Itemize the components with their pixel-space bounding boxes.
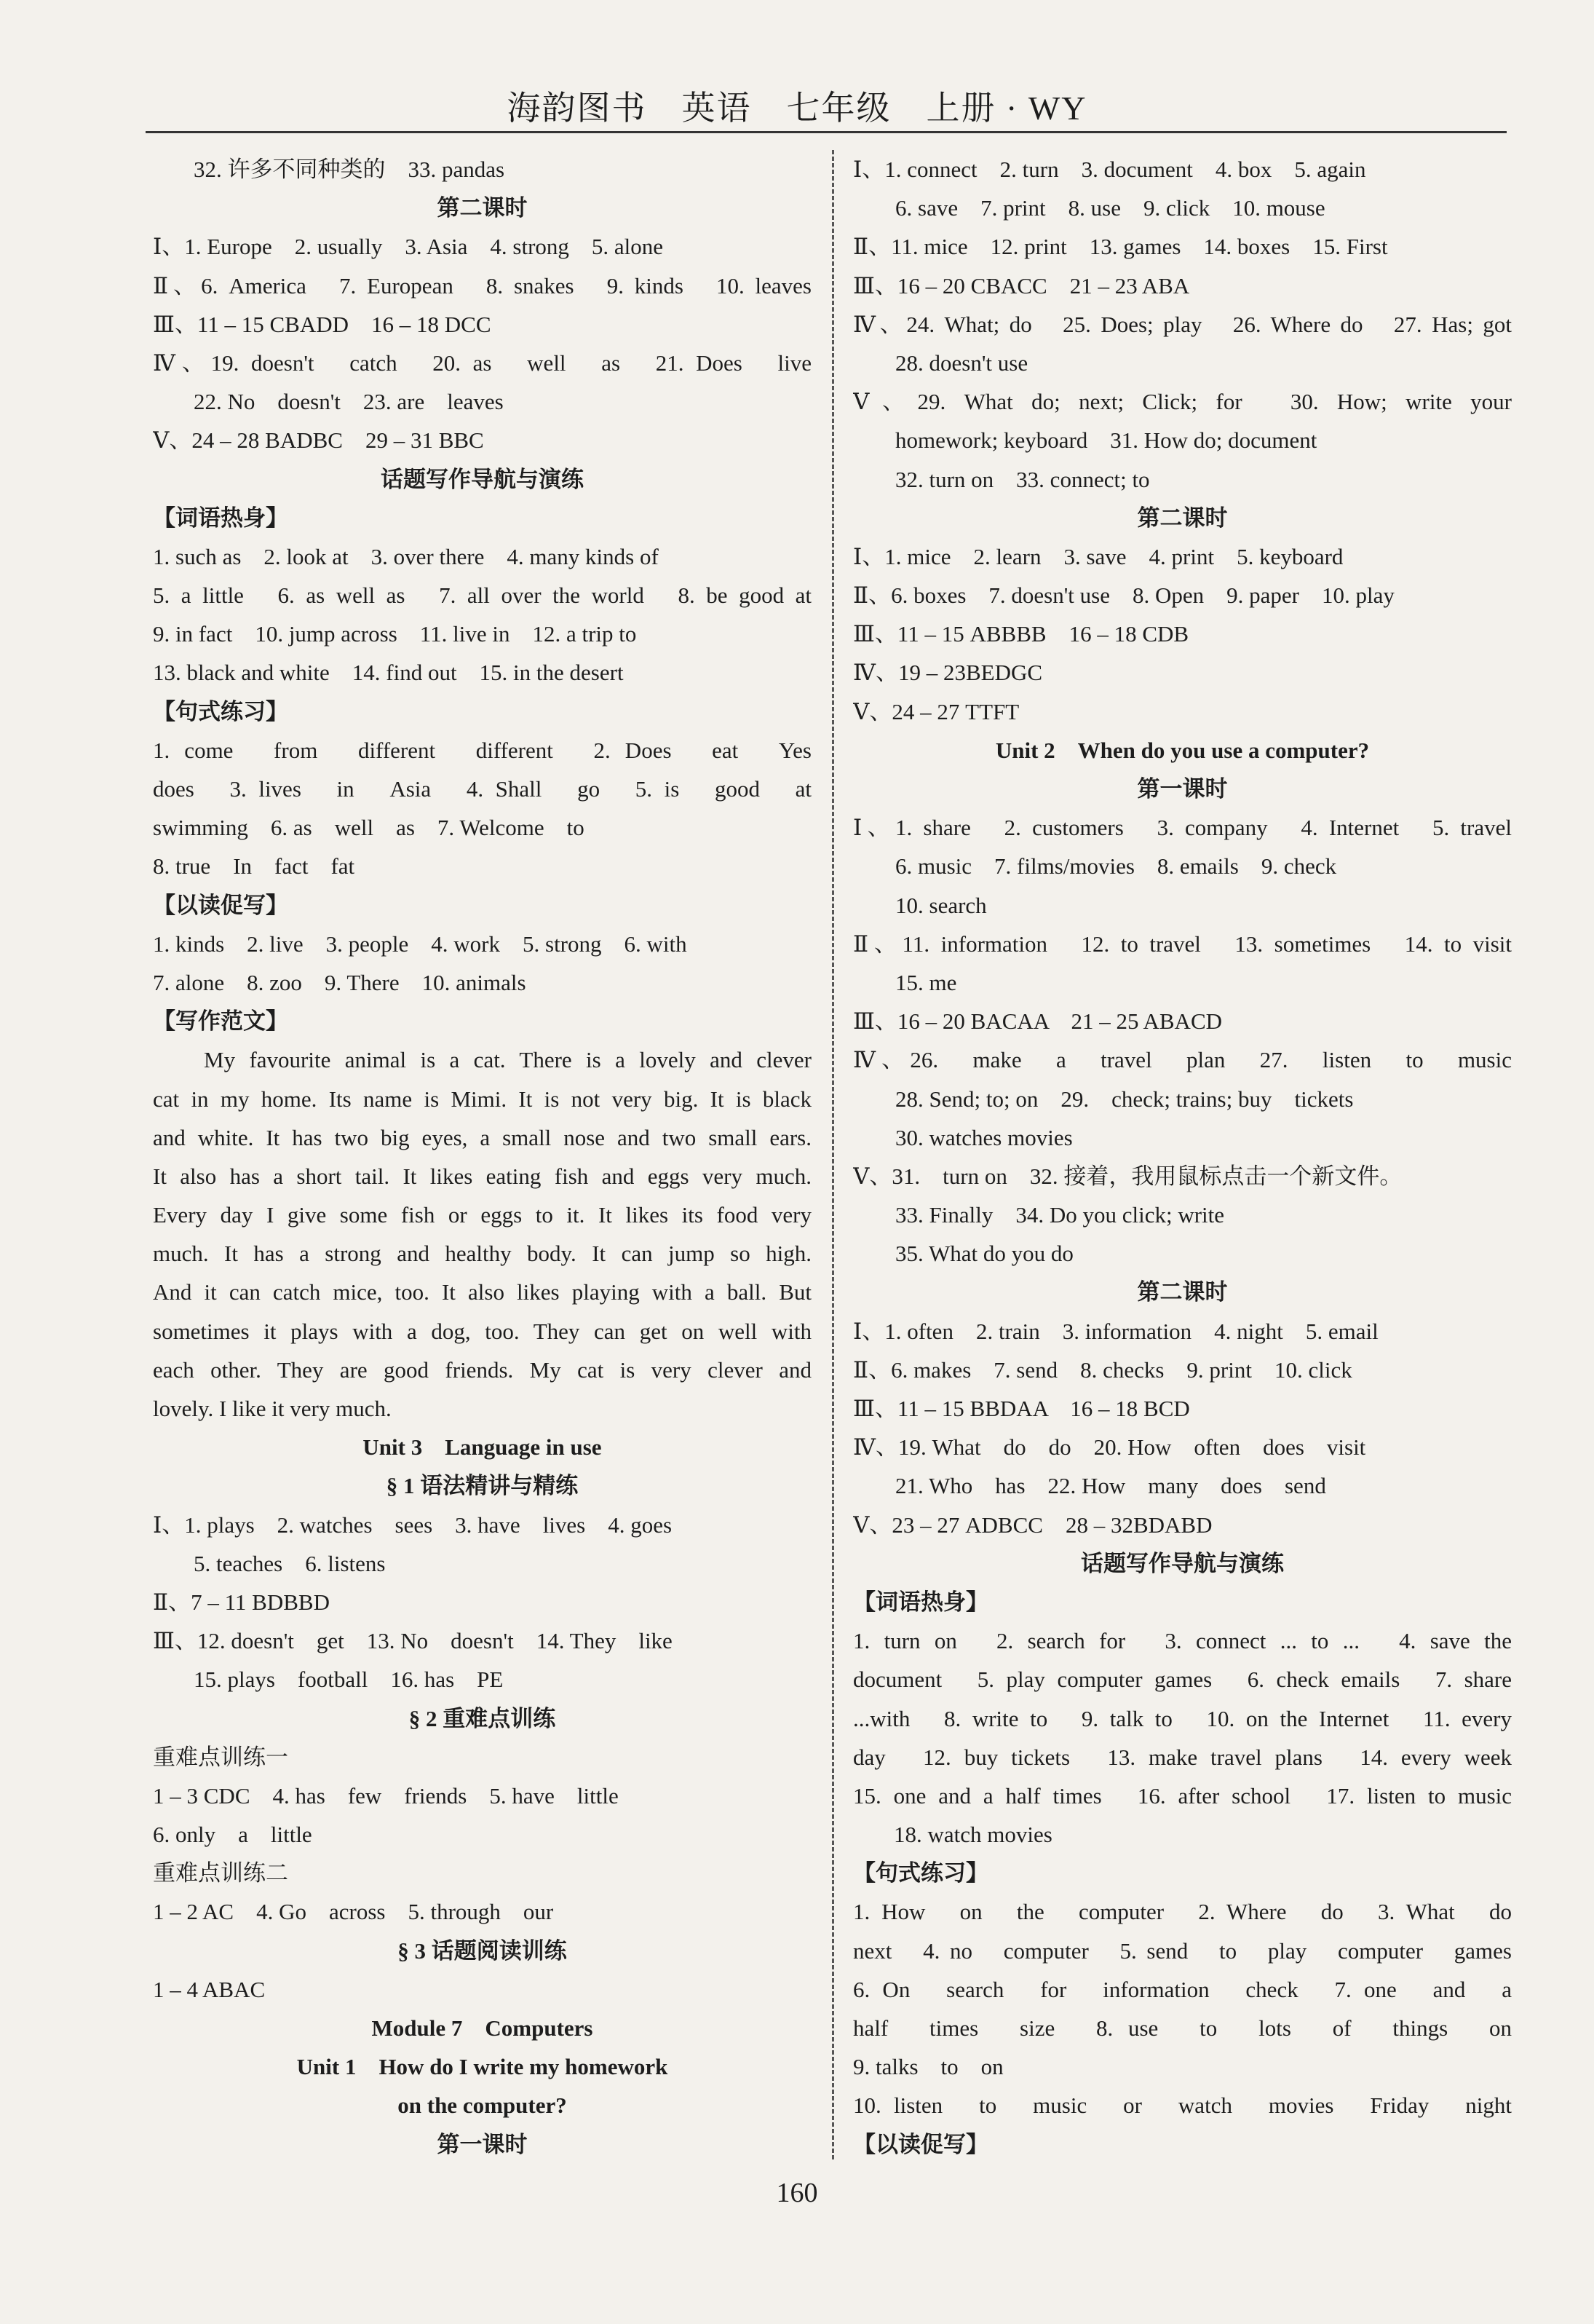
answer-line: Ⅴ、24 – 28 BADBC 29 – 31 BBC (153, 427, 484, 454)
answer-line: Ⅰ、1. often 2. train 3. information 4. night 5. email (853, 1318, 1379, 1344)
answer-line: 9. in fact 10. jump across 11. live in 12. a trip to (153, 621, 637, 647)
essay-line: and white. It has two big eyes, a small nose and two small ears. (153, 1124, 812, 1150)
answer-line: 18. watch movies (894, 1822, 1052, 1848)
section-heading: 第一课时 (437, 2131, 528, 2157)
answer-line: next 4. no computer 5. send to play computer games (853, 1937, 1512, 1964)
header-rule (146, 131, 1507, 133)
section-heading: 第二课时 (437, 195, 528, 221)
answer-line: Ⅲ、16 – 20 BACAA 21 – 25 ABACD (853, 1008, 1223, 1035)
answer-line: Ⅱ、11. mice 12. print 13. games 14. boxes 15. First (853, 234, 1388, 260)
right-column (853, 150, 1512, 2164)
answer-line: 1 – 2 AC 4. Go across 5. through our (153, 1899, 554, 1925)
answer-line: Ⅳ、26. make a travel plan 27. listen to music (853, 1047, 1512, 1073)
answer-line: Ⅳ、19 – 23BEDGC (853, 660, 1043, 686)
answer-line: 6. On search for information check 7. one and a (853, 1976, 1512, 2002)
answer-line: Ⅰ、1. connect 2. turn 3. document 4. box 5. again (853, 157, 1366, 182)
essay-line: It also has a short tail. It likes eating fish and eggs very much. (153, 1163, 812, 1189)
answer-line: Ⅲ、11 – 15 CBADD 16 – 18 DCC (153, 311, 491, 337)
column-divider (832, 150, 834, 2159)
answer-line: 32. turn on 33. connect; to (895, 466, 1150, 492)
left-answer-block-2 (153, 1428, 812, 2164)
essay-line: cat in my home. Its name is Mimi. It is not very big. It is black (153, 1086, 812, 1112)
answer-line: 【词语热身】 (153, 505, 288, 531)
answer-line: Ⅰ、1. share 2. customers 3. company 4. Internet 5. travel (853, 815, 1512, 841)
answer-line: Ⅰ、1. Europe 2. usually 3. Asia 4. strong 5. alone (153, 234, 664, 260)
section-heading: § 2 重难点训练 (408, 1705, 556, 1731)
answer-line: Ⅳ、19. doesn't catch 20. as well as 21. Does live (153, 349, 812, 376)
answer-line: Ⅱ、11. information 12. to travel 13. sometimes 14. to visit (853, 930, 1512, 957)
answer-line: 30. watches movies (895, 1124, 1073, 1150)
essay-line: lovely. I like it very much. (153, 1396, 392, 1421)
page-number: 160 (776, 2178, 818, 2208)
right-answer-block (853, 150, 1512, 2164)
answer-line: Ⅲ、12. doesn't get 13. No doesn't 14. They like (153, 1628, 673, 1654)
answer-line: 1. How on the computer 2. Where do 3. What do (853, 1899, 1512, 1925)
answer-line: 15. plays football 16. has PE (194, 1667, 504, 1693)
answer-line: 1. come from different different 2. Does eat Yes (153, 737, 812, 763)
answer-line: 重难点训练二 (153, 1860, 288, 1886)
answer-line: 33. Finally 34. Do you click; write (895, 1202, 1225, 1228)
essay-line: sometimes it plays with a dog, too. They can get on well with (153, 1318, 812, 1344)
essay-line: each other. They are good friends. My cat is very clever and (153, 1356, 812, 1383)
answer-line: 6. save 7. print 8. use 9. click 10. mouse (895, 195, 1325, 221)
answer-line: half times size 8. use to lots of things on (853, 2015, 1512, 2041)
section-heading: 第二课时 (1137, 505, 1228, 531)
answer-line: ...with 8. write to 9. talk to 10. on the Internet 11. every (853, 1705, 1512, 1731)
answer-line: 28. Send; to; on 29. check; trains; buy tickets (895, 1086, 1354, 1112)
left-column (153, 150, 812, 2164)
section-heading: 第二课时 (1137, 1279, 1228, 1305)
answer-line: Ⅳ、19. What do do 20. How often does visit (853, 1434, 1366, 1461)
section-heading: Unit 2 When do you use a computer? (995, 737, 1370, 763)
answer-line: 15. one and a half times 16. after school 17. listen to music (853, 1782, 1512, 1809)
answer-line: Ⅴ、24 – 27 TTFT (853, 698, 1020, 724)
answer-line: 8. true In fact fat (153, 853, 355, 880)
answer-line: 10. search (895, 892, 987, 918)
answer-line: Ⅲ、11 – 15 ABBBB 16 – 18 CDB (853, 621, 1189, 647)
section-heading: § 1 语法精讲与精练 (386, 1473, 579, 1499)
answer-line: 【写作范文】 (153, 1008, 288, 1035)
answer-line: document 5. play computer games 6. check emails 7. share (853, 1667, 1512, 1693)
answer-line: Ⅰ、1. plays 2. watches sees 3. have lives 4. goes (153, 1511, 673, 1538)
answer-line: 9. talks to on (853, 2054, 1004, 2080)
page-header: 海韵图书 英语 七年级 上册 · WY (507, 90, 1087, 127)
answer-line: 21. Who has 22. How many does send (895, 1473, 1326, 1499)
answer-line: 15. me (895, 969, 957, 995)
answer-line: homework; keyboard 31. How do; document (895, 427, 1317, 454)
answer-line: Ⅲ、11 – 15 BBDAA 16 – 18 BCD (853, 1396, 1190, 1421)
answer-line: 1 – 3 CDC 4. has few friends 5. have little (153, 1782, 619, 1809)
answer-line: Ⅰ、1. mice 2. learn 3. save 4. print 5. keyboard (853, 543, 1344, 569)
answer-line: day 12. buy tickets 13. make travel plans 14. every week (853, 1744, 1512, 1770)
answer-line: 5. a little 6. as well as 7. all over the world 8. be good at (153, 582, 812, 609)
answer-line: 重难点训练一 (153, 1744, 288, 1770)
answer-line: 13. black and white 14. find out 15. in the desert (153, 660, 624, 686)
model-essay (153, 1040, 812, 1428)
section-heading: 第一课时 (1137, 776, 1228, 802)
section-heading: 话题写作导航与演练 (381, 466, 584, 492)
section-heading: Unit 3 Language in use (362, 1434, 602, 1461)
answer-line: 35. What do you do (895, 1241, 1074, 1267)
answer-line: 6. only a little (153, 1822, 312, 1848)
answer-line: Ⅴ、31. turn on 32. 接着，我用鼠标点击一个新文件。 (853, 1163, 1403, 1189)
section-heading: § 3 话题阅读训练 (397, 1937, 567, 1964)
answer-line: 1. such as 2. look at 3. over there 4. many kinds of (153, 543, 659, 569)
answer-line: 【以读促写】 (853, 2131, 988, 2157)
answer-line: 【句式练习】 (853, 1860, 988, 1886)
answer-line: Ⅳ、24. What; do 25. Does; play 26. Where do 27. Has; got (853, 311, 1512, 337)
answer-line: 28. doesn't use (895, 349, 1028, 376)
essay-line: much. It has a strong and healthy body. It can jump so high. (153, 1241, 812, 1267)
section-heading: on the computer? (397, 2092, 567, 2119)
answer-line: 1. kinds 2. live 3. people 4. work 5. strong 6. with (153, 930, 687, 957)
answer-line: Ⅲ、16 – 20 CBACC 21 – 23 ABA (853, 272, 1190, 299)
answer-line: 32. 许多不同种类的 33. pandas (194, 157, 505, 182)
answer-line: 7. alone 8. zoo 9. There 10. animals (153, 969, 526, 995)
answer-line: 5. teaches 6. listens (194, 1550, 386, 1576)
answer-line: does 3. lives in Asia 4. Shall go 5. is good at (153, 776, 812, 802)
answer-line: 6. music 7. films/movies 8. emails 9. check (895, 853, 1337, 880)
essay-line: My favourite animal is a cat. There is a lovely and clever (204, 1047, 812, 1073)
essay-line: And it can catch mice, too. It also likes playing with a ball. But (153, 1279, 812, 1305)
answer-line: Ⅱ、6. boxes 7. doesn't use 8. Open 9. paper 10. play (853, 582, 1395, 609)
section-heading: Unit 1 How do I write my homework (296, 2054, 668, 2080)
answer-line: Ⅱ、6. America 7. European 8. snakes 9. kinds 10. leaves (153, 272, 812, 299)
section-heading: 话题写作导航与演练 (1081, 1550, 1284, 1576)
answer-line: Ⅱ、6. makes 7. send 8. checks 9. print 10. click (853, 1356, 1352, 1383)
answer-line: swimming 6. as well as 7. Welcome to (153, 815, 584, 841)
answer-line: Ⅴ、29. What do; next; Click; for 30. How; write your (853, 389, 1512, 415)
answer-line: 10. listen to music or watch movies Friday night (853, 2092, 1512, 2119)
essay-line: Every day I give some fish or eggs to it. It likes its food very (153, 1202, 812, 1228)
answer-line: 【句式练习】 (153, 698, 288, 724)
answer-line: Ⅴ、23 – 27 ADBCC 28 – 32BDABD (853, 1511, 1213, 1538)
answer-line: 【以读促写】 (153, 892, 288, 918)
answer-line: 1 – 4 ABAC (153, 1976, 266, 2002)
left-answer-block (153, 150, 812, 1040)
answer-line: Ⅱ、7 – 11 BDBBD (153, 1589, 330, 1615)
answer-line: 1. turn on 2. search for 3. connect ... to ... 4. save the (853, 1628, 1512, 1654)
section-heading: Module 7 Computers (371, 2015, 593, 2041)
answer-line: 【词语热身】 (853, 1589, 988, 1615)
answer-line: 22. No doesn't 23. are leaves (194, 389, 504, 415)
